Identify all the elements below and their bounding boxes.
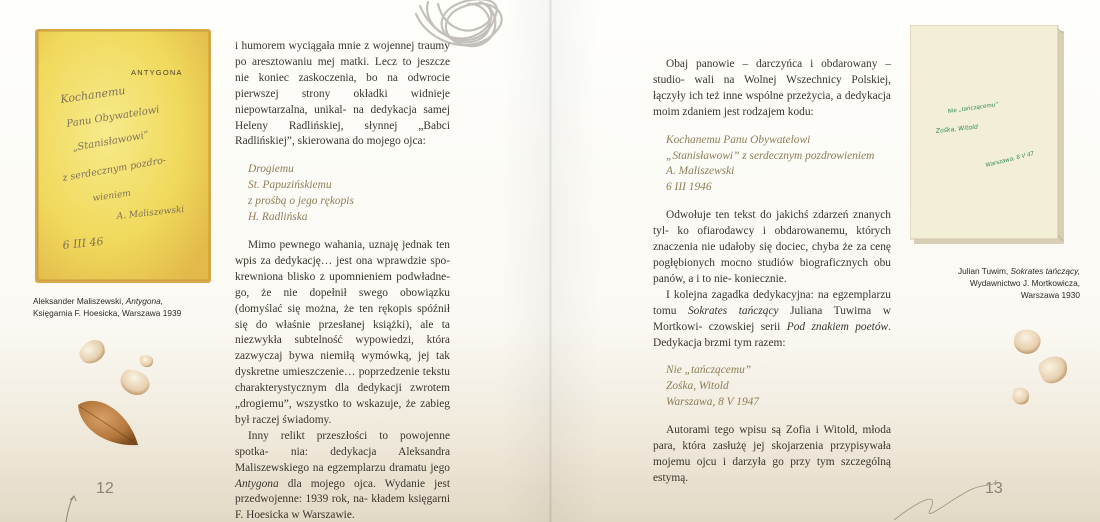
dedication-quote: Drogiemu St. Papuzińskiemu z prośbą o jego rękopis H. Radlińska bbox=[248, 163, 354, 224]
paragraph: i humorem wyciągała mnie z wojennej traumy po aresztowaniu mej matki. Lecz to jeszcze nie koniec zaskoczenia, bo na odwrocie pierwszej strony okładki widnieje niepowtarzalna, unikal- na dedykacja samej Heleny Radlińskiej, słynnej „Babci Radlińskiej”, skierowana do mojego ojca: bbox=[235, 40, 450, 148]
paragraph: Autorami tego wpisu są Zofia i Witold, młoda para, która zasłużę jej skojarzenia przypisywała mojemu ojcu i darzyła go przy tym szczególną estymą. bbox=[653, 424, 891, 484]
cover-inscription-line: wieniem bbox=[92, 188, 132, 204]
dedication-quote: Kochanemu Panu Obywatelowi „Stanisławowi” z serdecznym pozdrowieniem A. Maliszewski 6 III 1946 bbox=[666, 133, 875, 194]
caption-author: Julian Tuwim, bbox=[957, 266, 1009, 276]
cover-inscription-line: z serdecznym pozdro- bbox=[61, 154, 167, 184]
dedication-quote: Nie „tańczącemu” Zośka, Witold Warszawa, 8 V 1947 bbox=[666, 364, 760, 409]
right-text-column bbox=[653, 57, 891, 487]
caption-antygona bbox=[33, 296, 223, 320]
paragraph: Odwołuje ten tekst do jakichś zdarzeń znanych tyl- ko ofiarodawcy i obdarowanemu, których znaczenia nie udałoby się dociec, chyba że za cenę pogłębionych mocno studiów biograficznych obu panów, a i to nie- koniecznie. bbox=[653, 209, 892, 285]
seeds-decoration bbox=[990, 325, 1090, 425]
caption-publisher: Księgarnia F. Hoesicka, Warszawa 1939 bbox=[33, 307, 182, 318]
paragraph: Mimo pewnego wahania, uznaję jednak ten wpis za dedykację… jest ona wprawdzie spo- krewniona blisko z upomnieniem podwładne- go, że nie dopełnił swego obowiązku (domyślać się można, że ten rękopis spóźnił się do właśnie przesłanej książki), ale ta niezwykła subtelność wypowiedzi, która zazwyczaj bywa niemiłą wymówką, jej tak dyskretne umieszczenie… poprzedzenie tekstu charakterystycznym dla dedykacji zwrotem „drogiemu”, wszystko to wskazuje, że zabieg był raczej świadomy. bbox=[235, 238, 450, 426]
paragraph: I kolejna zagadka dedykacyjna: na egzemplarzu tomu Sokrates tańczący Juliana Tuwima w Mortkowi- czowskiej serii Pod znakiem poetów. Dedykacja brzmi tym razem: bbox=[653, 288, 891, 349]
cover-inscription-line: „Stanisławowi” bbox=[71, 129, 150, 154]
caption-place-year: Warszawa 1930 bbox=[1020, 289, 1080, 300]
cover-inscription-line: 6 III 46 bbox=[61, 234, 105, 252]
caption-title: Sokrates tańczący, bbox=[1010, 266, 1080, 276]
cover-inscription-line: Kochanemu bbox=[59, 83, 127, 106]
swirl-decoration bbox=[890, 470, 1000, 522]
cover-inscription-line: A. Maliszewski bbox=[116, 204, 185, 222]
caption-author: Aleksander Maliszewski, bbox=[33, 296, 124, 306]
left-text-column bbox=[235, 39, 450, 522]
paragraph: Inny relikt przeszłości to powojenne spotka- nia: dedykacja Aleksandra Maliszewskiego na egzemplarzu dramatu jego Antygona dla mojego ojca. Wydanie jest przedwojenne: 1939 rok, na- kładem księgarni F. Hoesicka w Warszawie. bbox=[235, 429, 451, 522]
cover-inscription-line: Zośka, Witold bbox=[935, 123, 979, 135]
swirl-decoration bbox=[60, 490, 90, 522]
cover-inscription-line: Panu Obywatelowi bbox=[65, 104, 161, 130]
page-number: 13 bbox=[985, 480, 1003, 497]
caption-sokrates bbox=[920, 266, 1080, 301]
caption-title: Antygona, bbox=[125, 296, 164, 306]
cover-title: ANTYGONA bbox=[131, 68, 183, 77]
gutter bbox=[549, 0, 552, 522]
caption-publisher: Wydawnictwo J. Mortkowicza, bbox=[969, 277, 1080, 288]
page-number: 12 bbox=[96, 480, 114, 497]
cover-inscription-line: Nie „tańczącemu” bbox=[947, 101, 999, 115]
seeds-leaf-decoration bbox=[60, 335, 180, 455]
book-cover-antygona bbox=[33, 27, 213, 285]
book-page-sokrates bbox=[910, 25, 1066, 246]
cover-inscription-line: Warszawa, 8 V 47 bbox=[985, 151, 1035, 169]
paragraph: Obaj panowie – darczyńca i obdarowany – studio- wali na Wolnej Wszechnicy Polskiej, łączyły ich też inne wspólne przeżycia, a dedykacja moim zdaniem jest rodzajem kodu: bbox=[653, 58, 891, 118]
